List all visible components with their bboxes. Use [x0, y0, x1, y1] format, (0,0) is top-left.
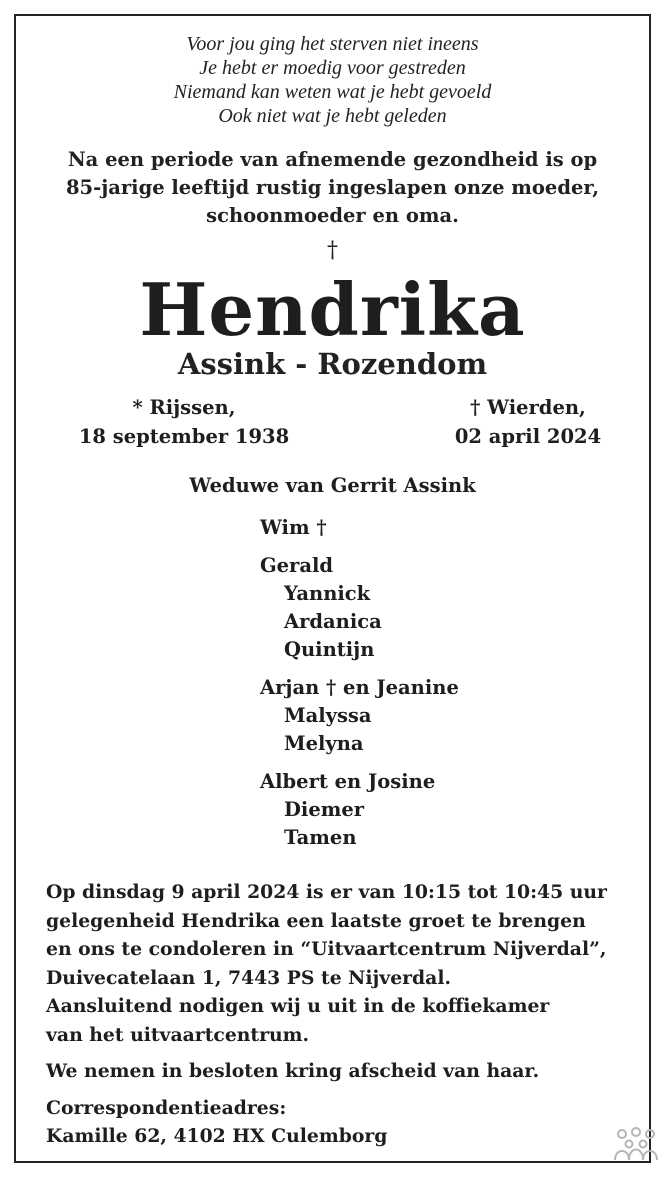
poem-line: Ook niet wat je hebt geleden: [218, 105, 447, 127]
death-date: 02 april 2024: [454, 425, 602, 448]
grandchild: Quintijn: [284, 638, 375, 661]
intro-line: Na een periode van afnemende gezondheid is op: [67, 148, 598, 171]
family-member: Gerald: [260, 554, 334, 577]
grandchild: Yannick: [284, 582, 371, 605]
family-member: Wim †: [260, 516, 327, 539]
grandchild: Malyssa: [284, 704, 372, 727]
grandchild: Diemer: [284, 798, 365, 821]
poem: [16, 32, 649, 128]
ceremony-line: en ons te condoleren in “Uitvaartcentrum Nijverdal”,: [46, 938, 607, 960]
poem-line: Niemand kan weten wat je hebt gevoeld: [173, 81, 492, 103]
people-group-icon: [612, 1126, 660, 1162]
death-place: † Wierden,: [470, 396, 586, 419]
poem-line: Je hebt er moedig voor gestreden: [199, 57, 466, 79]
poem-line: Voor jou ging het sterven niet ineens: [186, 33, 479, 55]
ceremony-section: [46, 878, 636, 1159]
birth-info: [68, 393, 300, 451]
family-group: [260, 552, 459, 664]
farewell-text: We nemen in besloten kring afscheid van haar.: [46, 1060, 540, 1082]
widow-line: Weduwe van Gerrit Assink: [189, 474, 476, 497]
deceased-first-name: Hendrika: [139, 267, 526, 352]
grandchild: Ardanica: [284, 610, 382, 633]
cross-icon: †: [327, 238, 338, 263]
ceremony-line: van het uitvaartcentrum.: [46, 1023, 310, 1046]
birth-place: * Rijssen,: [132, 396, 236, 419]
correspondence-label: Correspondentieadres:: [46, 1096, 287, 1119]
family-member: Arjan † en Jeanine: [260, 676, 459, 699]
birth-date: 18 september 1938: [78, 425, 290, 448]
intro-line: 85-jarige leeftijd rustig ingeslapen onze moeder,: [65, 176, 600, 199]
ceremony-line: Op dinsdag 9 april 2024 is er van 10:15 tot 10:45 uur: [46, 881, 607, 903]
family-group: [260, 514, 459, 542]
death-info: [442, 393, 614, 451]
family-group: [260, 768, 459, 852]
grandchild: Tamen: [284, 826, 357, 849]
ceremony-text: [46, 878, 636, 1049]
correspondence-address: Kamille 62, 4102 HX Culemborg: [46, 1125, 388, 1147]
family-group: [260, 674, 459, 758]
intro-line: schoonmoeder en oma.: [206, 204, 459, 227]
intro-text: [16, 146, 649, 230]
deceased-surnames: Assink - Rozendom: [177, 347, 488, 381]
grandchild: Melyna: [284, 732, 364, 755]
ceremony-line: gelegenheid Hendrika een laatste groet te brengen: [46, 909, 586, 932]
obituary-frame: [14, 14, 651, 1163]
family-list: [260, 514, 459, 862]
ceremony-line: Aansluitend nodigen wij u uit in de koffiekamer: [46, 995, 550, 1017]
family-member: Albert en Josine: [260, 770, 436, 793]
ceremony-line: Duivecatelaan 1, 7443 PS te Nijverdal.: [46, 966, 452, 989]
correspondence: [46, 1094, 636, 1151]
